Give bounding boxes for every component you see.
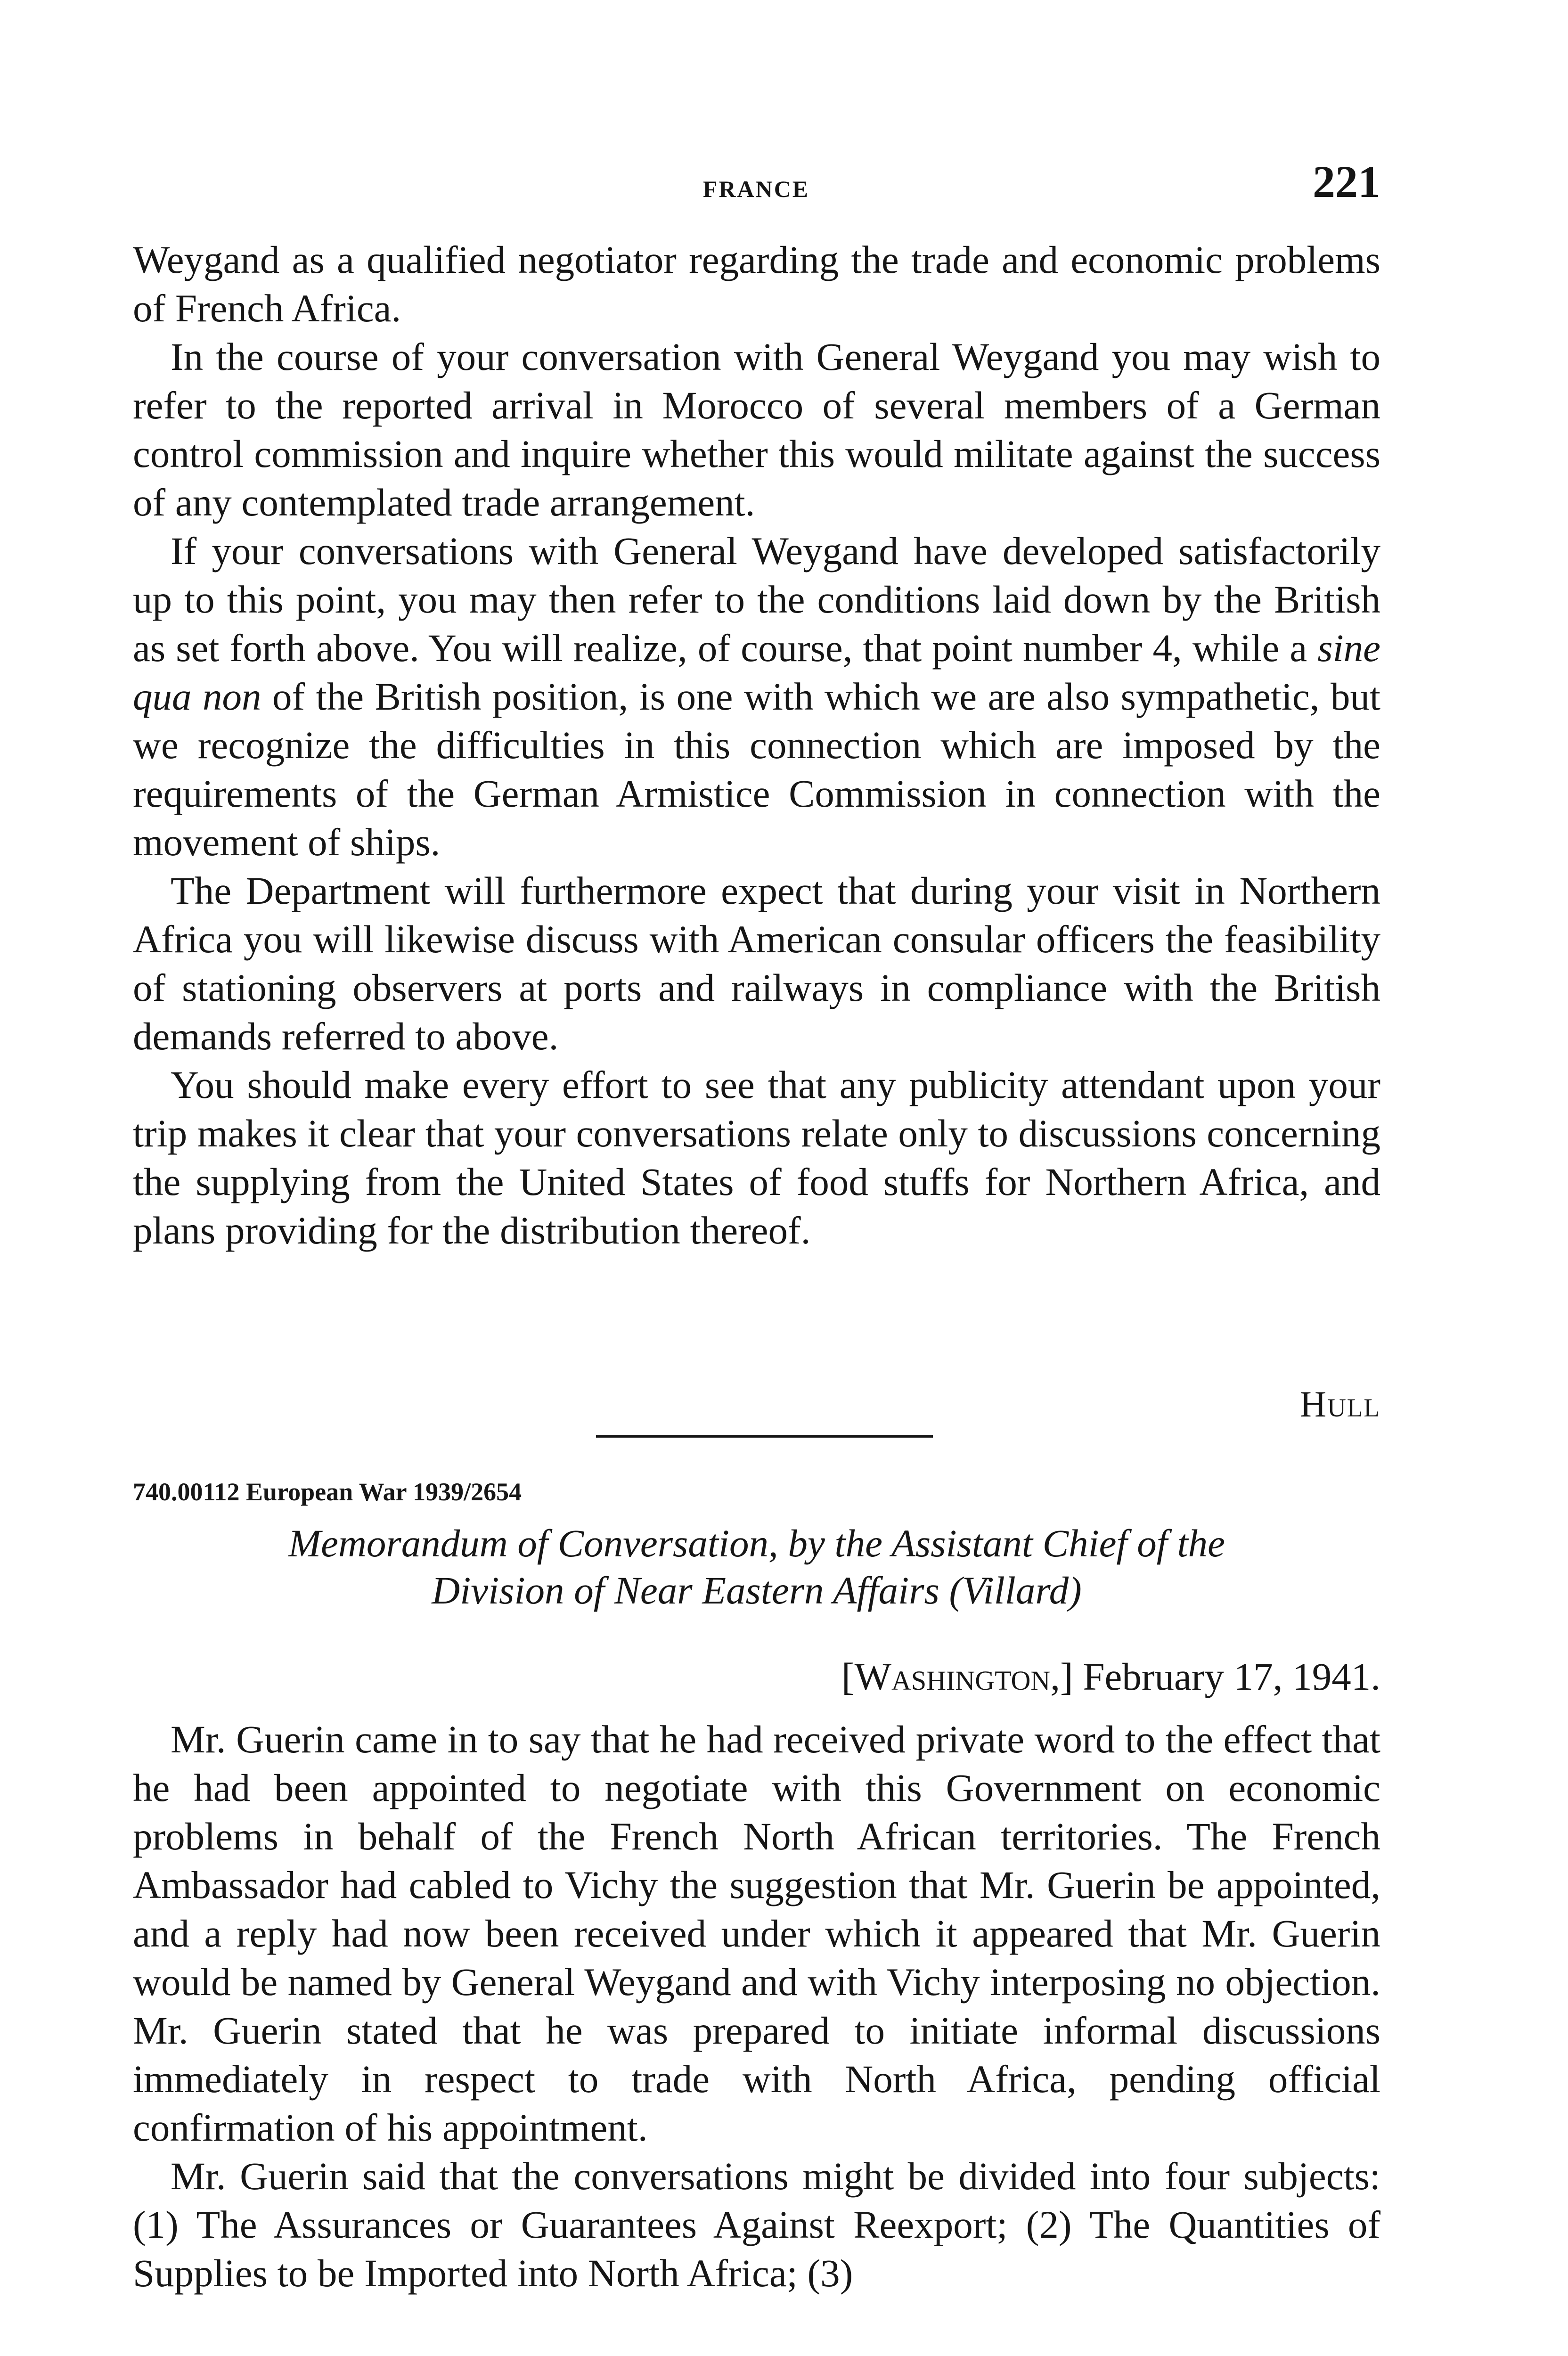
telegram-paragraph-3-text-a: If your conversations with General Weygand have developed satisfactorily up to this point, you may then refer to the conditions laid down by the British as set forth above. You will realize, of course, that point number 4, while a	[133, 529, 1380, 670]
page-number: 221	[1313, 156, 1380, 207]
telegram-body	[133, 236, 1380, 1255]
memorandum-heading	[133, 1520, 1380, 1614]
file-reference: 740.00112 European War 1939/2654	[133, 1478, 522, 1506]
latin-phrase: sine qua non	[133, 626, 1380, 718]
telegram-paragraph-5: You should make every effort to see that any publicity attendant upon your trip makes it clear that your conversations relate only to discussions concerning the supplying from the United States of food stuffs for Northern Africa, and plans providing for the distribution thereof.	[133, 1063, 1380, 1252]
telegram-paragraph-3	[133, 527, 1380, 867]
telegram-paragraph-2: In the course of your conversation with General Weygand you may wish to refer to the reported arrival in Morocco of several members of a German control commission and inquire whether this would militate against the success of any contemplated trade arrangement.	[133, 335, 1380, 524]
dateline-place: Washington	[854, 1655, 1051, 1698]
memorandum-heading-line-2: Division of Near Eastern Affairs (Villard)	[432, 1569, 1082, 1612]
dateline-bracket: [	[841, 1655, 855, 1698]
memorandum-body	[133, 1715, 1380, 2298]
signature: Hull	[1299, 1383, 1380, 1424]
memorandum-paragraph-1: Mr. Guerin came in to say that he had received private word to the effect that he had been appointed to negotiate with this Government on economic problems in behalf of the French North African territories. The French Ambassador had cabled to Vichy the suggestion that Mr. Guerin be appointed, and a reply had now been received under which it appeared that Mr. Guerin would be named by General Weygand and with Vichy interposing no objection. Mr. Guerin stated that he was prepared to initiate informal discussions immediately in respect to trade with North Africa, pending official confirmation of his appointment.	[133, 1718, 1380, 2149]
dateline	[841, 1654, 1380, 1699]
memorandum-heading-line-1: Memorandum of Conversation, by the Assistant Chief of the	[288, 1522, 1225, 1565]
section-divider	[596, 1435, 933, 1438]
running-title: FRANCE	[702, 176, 810, 202]
telegram-paragraph-1: Weygand as a qualified negotiator regarding the trade and economic problems of French Africa.	[133, 238, 1380, 330]
telegram-paragraph-4: The Department will furthermore expect that during your visit in Northern Africa you will likewise discuss with American consular officers the feasibility of stationing observers at ports and railways in compliance with the British demands referred to above.	[133, 869, 1380, 1058]
running-head	[132, 156, 1380, 226]
telegram-paragraph-3-text-b: of the British position, is one with which we are also sympathetic, but we recognize the difficulties in this connection which are imposed by the requirements of the German Armistice Commission in connection with the movement of ships.	[133, 675, 1381, 864]
memorandum-paragraph-2: Mr. Guerin said that the conversations might be divided into four subjects: (1) The Assurances or Guarantees Against Reexport; (2) The Quantities of Supplies to be Imported into North Africa; (3)	[133, 2154, 1380, 2295]
dateline-date: ,] February 17, 1941.	[1050, 1655, 1380, 1698]
